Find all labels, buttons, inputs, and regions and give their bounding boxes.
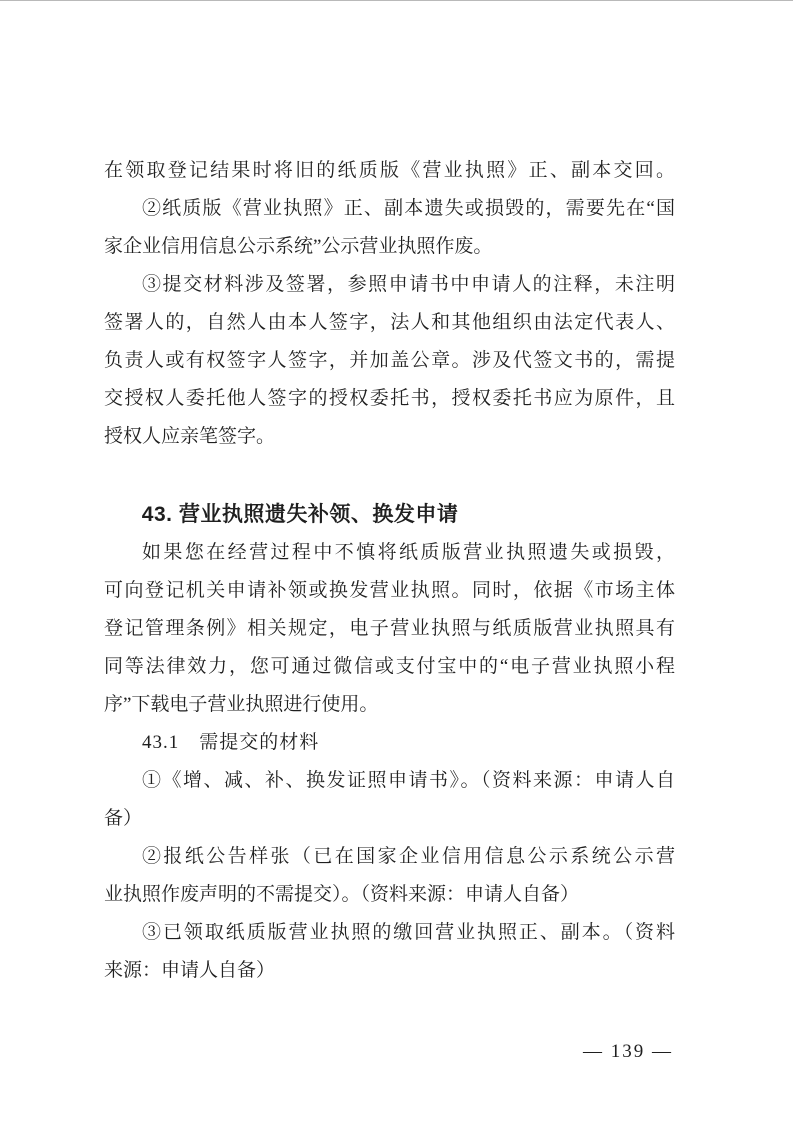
text-line: 同等法律效力，您可通过微信或支付宝中的“电子营业执照小程 [104, 656, 675, 677]
text-line: ③提交材料涉及签署，参照申请书中申请人的注释，未注明 [142, 274, 675, 295]
text-line: 负责人或有权签字人签字，并加盖公章。涉及代签文书的，需提 [104, 350, 675, 371]
text-line: 授权人应亲笔签字。 [104, 426, 276, 447]
text-line: 签署人的，自然人由本人签字，法人和其他组织由法定代表人、 [104, 312, 675, 333]
text-line: ②纸质版《营业执照》正、副本遗失或损毁的，需要先在“国 [142, 198, 675, 219]
text-line: 如果您在经营过程中不慎将纸质版营业执照遗失或损毁， [142, 542, 675, 563]
text-line: 交授权人委托他人签字的授权委托书，授权委托书应为原件，且 [104, 388, 675, 409]
text-line: 业执照作废声明的不需提交）。（资料来源：申请人自备） [104, 884, 580, 905]
text-line: 家企业信用信息公示系统”公示营业执照作废。 [104, 236, 493, 257]
text-line: 备） [104, 808, 143, 829]
page-number: — 139 — [583, 1041, 673, 1062]
text-line: 来源：申请人自备） [104, 960, 276, 981]
scan-edge-line [0, 0, 793, 1]
section-heading: 43. 营业执照遗失补领、换发申请 [141, 503, 459, 526]
subsection-heading: 43.1 需提交的材料 [142, 732, 320, 753]
text-line: ①《增、减、补、换发证照申请书》。（资料来源：申请人自 [142, 770, 675, 791]
text-line: 在领取登记结果时将旧的纸质版《营业执照》正、副本交回。 [104, 160, 675, 181]
page-body [104, 152, 675, 990]
text-line: 可向登记机关申请补领或换发营业执照。同时，依据《市场主体 [104, 580, 675, 601]
text-line: ②报纸公告样张（已在国家企业信用信息公示系统公示营 [142, 846, 675, 867]
text-line: 序”下载电子营业执照进行使用。 [104, 694, 379, 715]
text-line: ③已领取纸质版营业执照的缴回营业执照正、副本。（资料 [142, 922, 675, 943]
text-line: 登记管理条例》相关规定，电子营业执照与纸质版营业执照具有 [104, 618, 675, 639]
